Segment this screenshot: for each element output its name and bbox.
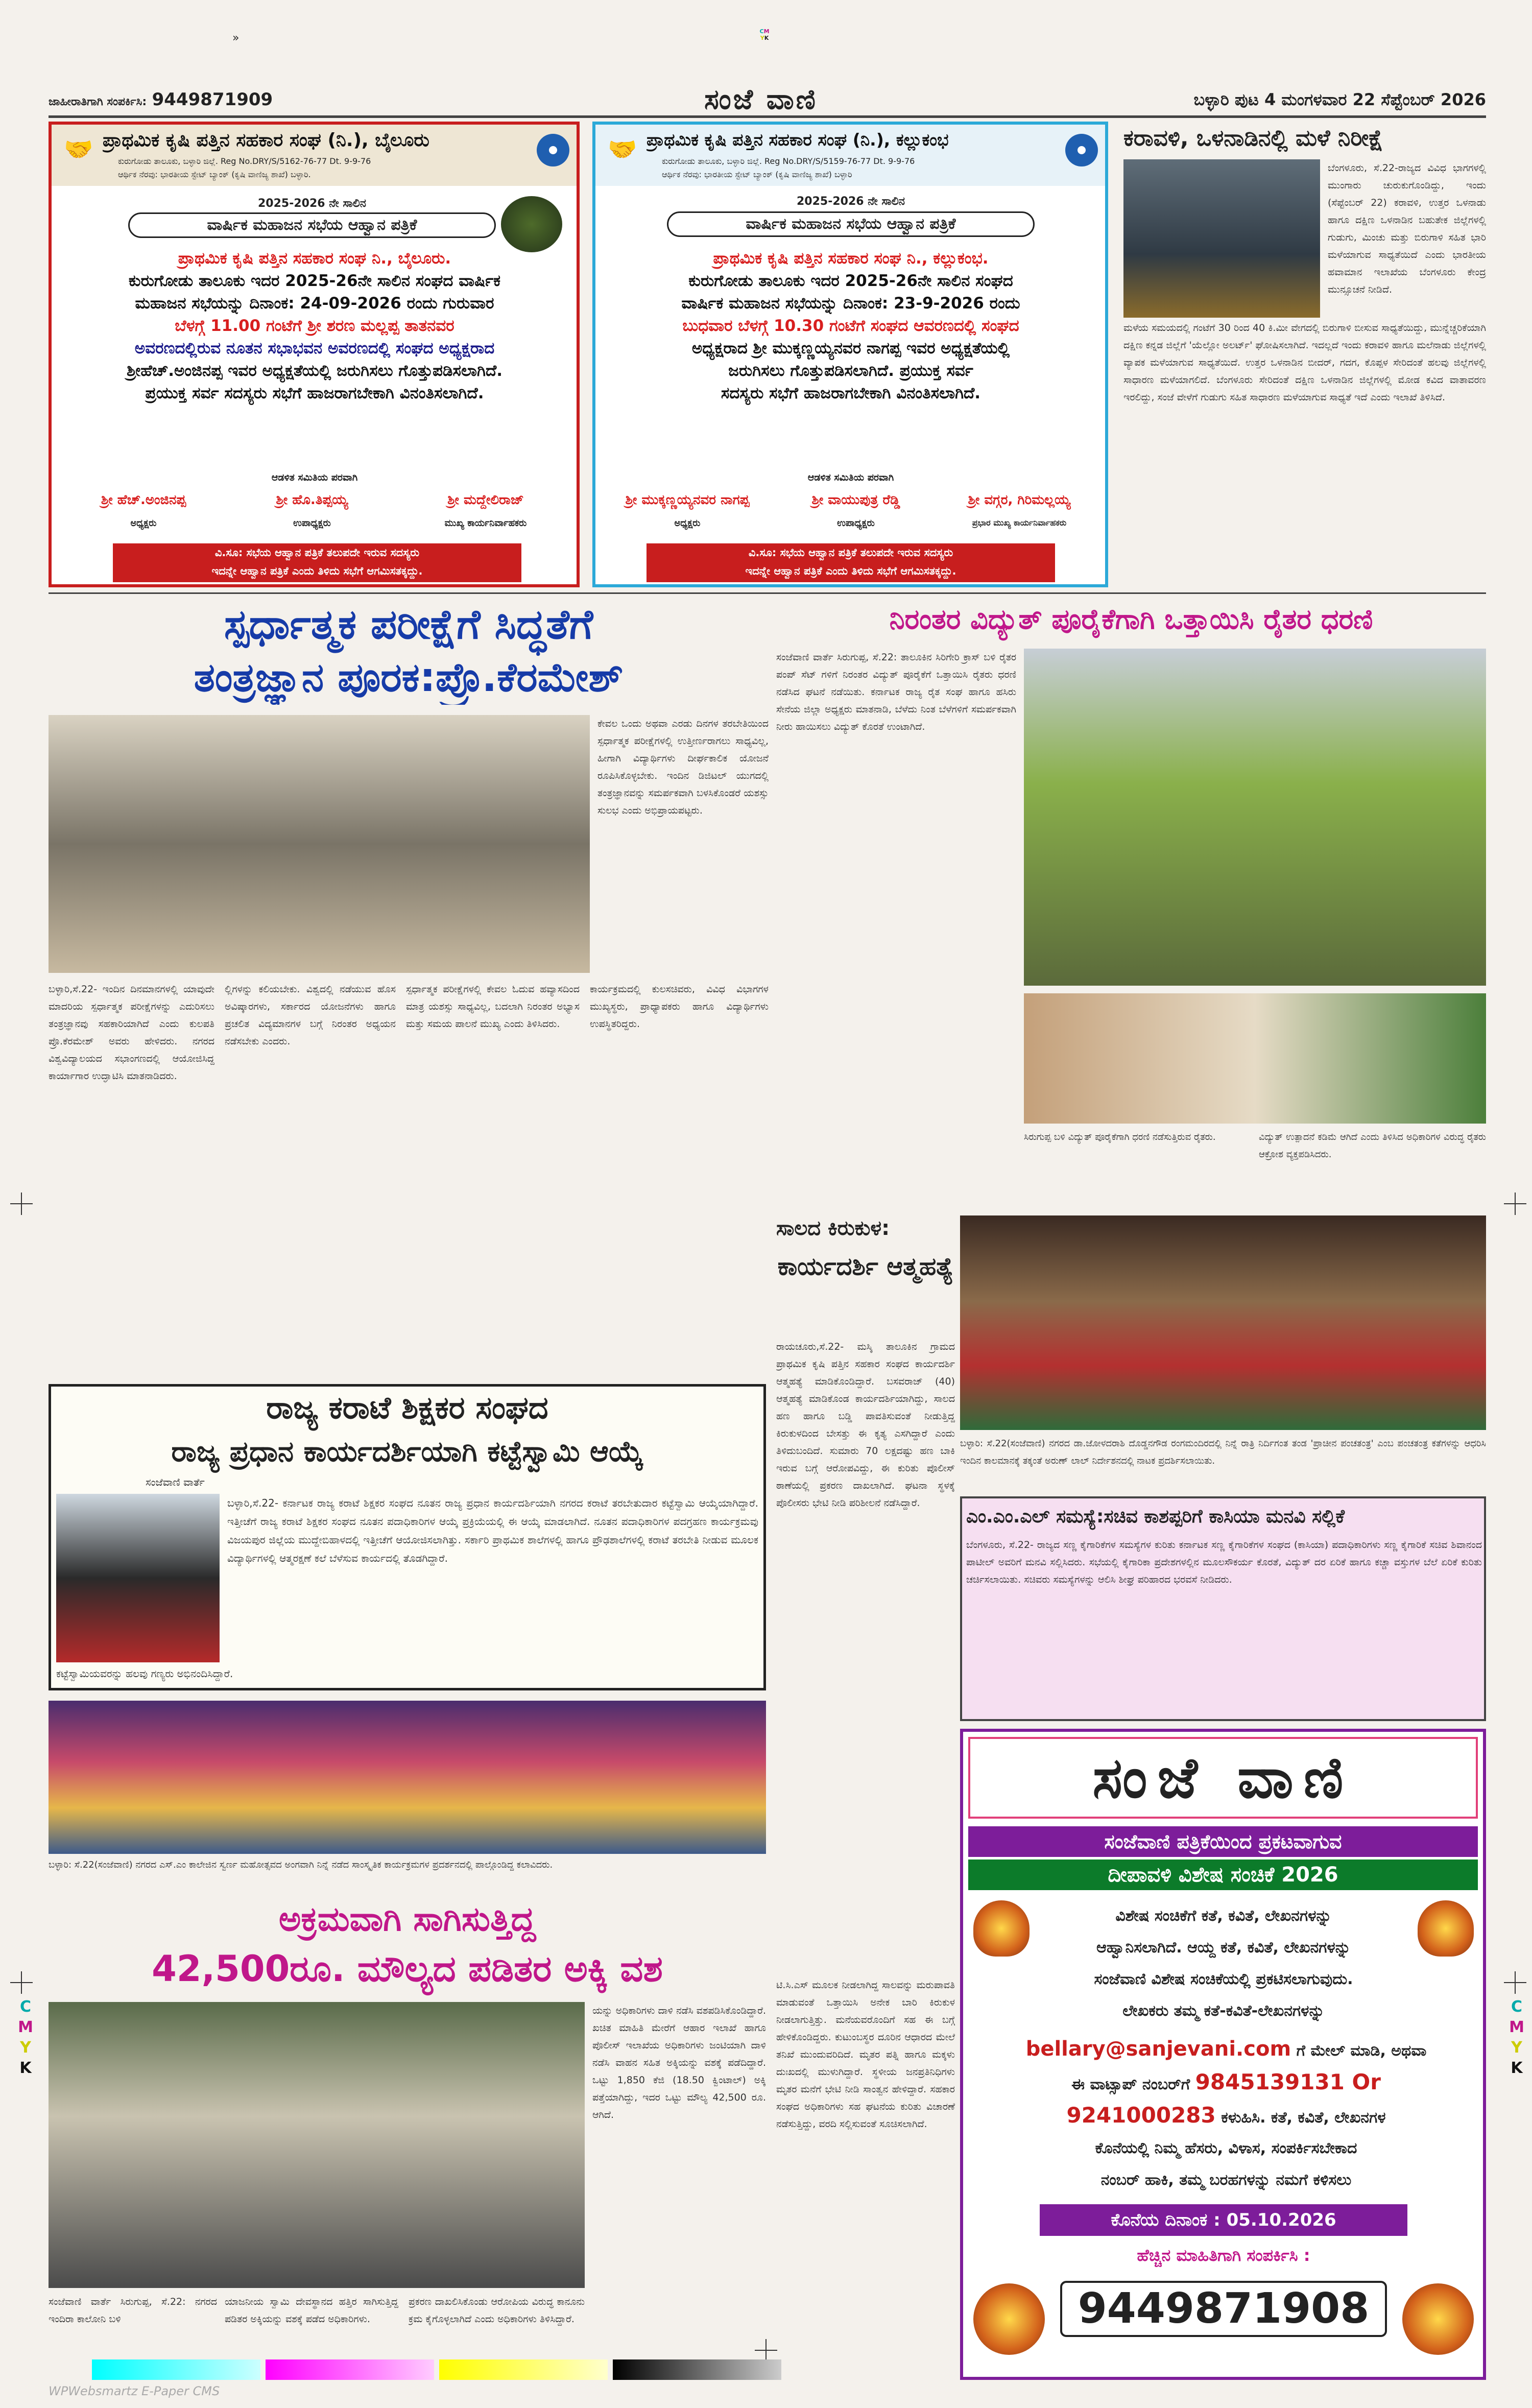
karate-headline: [51, 1387, 763, 1473]
debt-kicker: ಸಾಲದ ಕಿರುಕುಳ:: [776, 1217, 890, 1240]
bar-yellow: [439, 2359, 608, 2380]
registration-mark-right-lower: [1504, 1971, 1526, 1994]
notice-right-sign-1: ಶ್ರೀ ಮುಕ್ಕಣ್ಣಯ್ಯನವರ ನಾಗಪ್ಪ: [625, 492, 750, 508]
promo-text-4: ಲೇಖಕರು ತಮ್ಮ ಕತೆ-ಕವಿತೆ-ಲೇಖನಗಳನ್ನು: [1122, 2002, 1325, 2020]
karate-headline-1: ರಾಜ್ಯ ಕರಾಟೆ ಶಿಕ್ಷಕರ ಸಂಘದ: [266, 1390, 548, 1426]
karate-box: [49, 1384, 766, 1690]
debt-title: ಕಾರ್ಯದರ್ಶಿ ಆತ್ಮಹತ್ಯೆ: [777, 1252, 954, 1281]
notice-left-line-4: ಬೆಳಗ್ಗೆ 11.00 ಗಂಟೆಗೆ ಶ್ರೀ ಶರಣ ಮಲ್ಲಪ್ಪ ತಾತನವರ: [175, 317, 454, 335]
rice-headline-2: 42,500ರೂ. ಮೌಲ್ಯದ ಪಡಿತರ ಅಕ್ಕಿ ವಶ: [152, 1948, 663, 1990]
tech-side-text: ಕೇವಲ ಒಂದು ಅಥವಾ ಎರಡು ದಿನಗಳ ತರಬೇತಿಯಿಂದ ಸ್ಪರ್ಧಾತ್ಮಕ ಪರೀಕ್ಷೆಗಳಲ್ಲಿ ಉತ್ತೀರ್ಣರಾಗಲು ಸಾಧ್ಯವಿಲ್ಲ, ಹೀಗಾಗಿ ವಿದ್ಯಾರ್ಥಿಗಳು ದೀರ್ಘಕಾಲಿಕ ಯೋಜನೆ ರೂಪಿಸಿಕೊಳ್ಳಬೇಕು. ಇಂದಿನ ಡಿಜಿಟಲ್ ಯುಗದಲ್ಲಿ ತಂತ್ರಜ್ಞಾನವನ್ನು ಸಮರ್ಪಕವಾಗಿ ಬಳಸಿಕೊಂಡರೆ ಯಶಸ್ಸು ಸುಲಭ ಎಂದು ಅಭಿಪ್ರಾಯಪಟ್ಟರು.: [597, 718, 769, 816]
notice-right-line-7: ಸದಸ್ಯರು ಸಭೆಗೆ ಹಾಜರಾಗಬೇಕಾಗಿ ವಿನಂತಿಸಲಾಗಿದೆ.: [721, 384, 981, 402]
karate-body: ಬಳ್ಳಾರಿ,ಸೆ.22- ಕರ್ನಾಟಕ ರಾಜ್ಯ ಕರಾಟೆ ಶಿಕ್ಷಕರ ಸಂಘದ ನೂತನ ರಾಜ್ಯ ಪ್ರಧಾನ ಕಾರ್ಯದರ್ಶಿಯಾಗಿ ನಗರದ ಕರಾಟೆ ತರಬೇತುದಾರ ಕಟ್ಟೆಸ್ವಾಮಿ ಆಯ್ಕೆಯಾಗಿದ್ದಾರೆ. ಇತ್ತೀಚೆಗೆ ರಾಜ್ಯ ಕರಾಟೆ ಶಿಕ್ಷಕರ ಸಂಘದ ನೂತನ ಪದಾಧಿಕಾರಿಗಳ ಆಯ್ಕೆ ಪ್ರಕ್ರಿಯೆಯಲ್ಲಿ ಈ ಆಯ್ಕೆ ಮಾಡಲಾಗಿದೆ. ನೂತನ ಪದಾಧಿಕಾರಿಗಳ ಪದಗ್ರಹಣ ಕಾರ್ಯಕ್ರಮವು ವಿಜಯಪುರ ಜಿಲ್ಲೆಯ ಮುದ್ದೇಬಿಹಾಳದಲ್ಲಿ ಇತ್ತೀಚೆಗೆ ಆಯೋಜಿಸಲಾಗಿತ್ತು. ಸರ್ಕಾರಿ ಪ್ರಾಥಮಿಕ ಶಾಲೆಗಳಲ್ಲಿ ಹಾಗೂ ಪ್ರೌಢಶಾಲೆಗಳಲ್ಲಿ ಕರಾಟೆ ತರಬೇತಿ ನೀಡುವ ಮೂಲಕ ವಿದ್ಯಾರ್ಥಿಗಳಲ್ಲಿ ಆತ್ಮರಕ್ಷಣೆ ಕಲೆ ಬೆಳೆಸುವ ಕಾರ್ಯದಲ್ಲಿ ತೊಡಗಿದ್ದಾರೆ.: [227, 1497, 758, 1564]
promo-text-5: ಕಳುಹಿಸಿ. ಕತೆ, ಕವಿತೆ, ಲೇಖನಗಳ: [1221, 2109, 1386, 2127]
promo-text-2: ಆಹ್ವಾನಿಸಲಾಗಿದೆ. ಆಯ್ದ ಕತೆ, ಕವಿತೆ, ಲೇಖನಗಳನ್ನು: [1096, 1939, 1351, 1957]
farmers-caption-1: ಸಿರುಗುಪ್ಪ ಬಳಿ ವಿದ್ಯುತ್ ಪೂರೈಕೆಗಾಗಿ ಧರಣಿ ನಡೆಸುತ್ತಿರುವ ರೈತರು.: [1024, 1132, 1216, 1142]
notice-left-line-7: ಪ್ರಯುಕ್ತ ಸರ್ವ ಸದಸ್ಯರು ಸಭೆಗೆ ಹಾಜರಾಗಬೇಕಾಗಿ ವಿನಂತಿಸಲಾಗಿದೆ.: [145, 384, 484, 402]
farmers-caption-2: ವಿದ್ಯುತ್ ಉತ್ಪಾದನೆ ಕಡಿಮೆ ಆಗಿದೆ ಎಂದು ತಿಳಿಸಿದ ಅಧಿಕಾರಿಗಳ ವಿರುದ್ಧ ರೈತರು ಆಕ್ರೋಶ ವ್ಯಕ್ತಪಡಿಸಿದರು.: [1259, 1132, 1486, 1160]
cmyk-left-y: Y: [20, 2039, 31, 2057]
notice-right-line-6: ಜರುಗಿಸಲು ಗೊತ್ತುಪಡಿಸಲಾಗಿದೆ. ಪ್ರಯುಕ್ತ ಸರ್ವ: [728, 362, 973, 380]
cmyk-right-k: K: [1511, 2059, 1523, 2077]
promo-brand-bar: [968, 1737, 1478, 1819]
handshake-icon: 🤝: [608, 135, 637, 163]
cmyk-right-c: C: [1511, 1998, 1523, 2016]
dance-caption: ಬಳ್ಳಾರಿ: ಸೆ.22(ಸಂಜೆವಾಣಿ) ನಗರದ ಡಾ.ಜೋಳದರಾಶಿ ದೊಡ್ಡನಗೌಡ ರಂಗಮಂದಿರದಲ್ಲಿ ನಿನ್ನೆ ರಾತ್ರಿ ನಿರ್ದಿಗಂತ ತಂಡ 'ಪ್ರಾಚೀನ ಪಂಚತಂತ್ರ' ಎಂಬ ಪಂಚತಂತ್ರ ಕತೆಗಳನ್ನು ಆಧರಿಸಿ ಇಂದಿನ ಕಾಲಮಾನಕ್ಕೆ ತಕ್ಕಂತೆ ಅರುಣ್ ಲಾಲ್ ನಿರ್ದೇಶನದಲ್ಲಿ ನಾಟಕ ಪ್ರದರ್ಶಿಸಲಾಯಿತು.: [960, 1438, 1486, 1466]
ad-contact-label: ಜಾಹೀರಾತಿಗಾಗಿ ಸಂಪರ್ಕಿಸಿ:: [49, 96, 147, 108]
rice-headline: [49, 1895, 766, 1997]
notice-left-line-6: ಶ್ರೀಹೆಚ್.ಅಂಜಿನಪ್ಪ ಇವರ ಅಧ್ಯಕ್ಷತೆಯಲ್ಲಿ ಜರುಗಿಸಲು ಗೊತ್ತುಪಡಿಸಲಾಗಿದೆ.: [126, 362, 502, 380]
debt-headline: [776, 1210, 955, 1333]
notice-left-title: ವಾರ್ಷಿಕ ಮಹಾಜನ ಸಭೆಯ ಆಹ್ವಾನ ಪತ್ರಿಕೆ: [128, 212, 496, 238]
college-caption: ಬಳ್ಳಾರಿ: ಸೆ.22(ಸಂಜೆವಾಣಿ) ನಗರದ ಎಸ್.ಎಂ ಕಾಲೇಜಿನ ಸ್ವರ್ಣ ಮಹೋತ್ಸವದ ಅಂಗವಾಗಿ ನಿನ್ನೆ ನಡೆದ ಸಾಂಸ್ಕೃತಿಕ ಕಾರ್ಯಕ್ರಮಗಳ ಪ್ರದರ್ಶನದಲ್ಲಿ ಪಾಲ್ಗೊಂಡಿದ್ದ ಕಲಾವಿದರು.: [49, 1859, 553, 1870]
diya-right-icon: [1418, 1900, 1474, 1957]
registration-mark-bottom: [755, 2339, 777, 2362]
notice-left-footer-1: ವಿ.ಸೂ: ಸಭೆಯ ಆಹ್ವಾನ ಪತ್ರಿಕೆ ತಲುಪದೇ ಇರುವ ಸದಸ್ಯರು: [214, 546, 420, 559]
notice-right-sign-3: ಶ್ರೀ ವಗ್ಗರ, ಗಿರಿಮಲ್ಲಯ್ಯ: [968, 492, 1071, 508]
promo-whatsapp-line: [973, 2066, 1479, 2098]
dance-photo: [960, 1215, 1486, 1430]
promo-whatsapp-num: 9845139131 Or: [1195, 2069, 1381, 2094]
tech-headline: [49, 598, 769, 705]
farmers-photo-1: [1024, 649, 1486, 986]
notice-left-body: [67, 247, 562, 462]
notice-right-footer-2: ಇದನ್ನೇ ಆಹ್ವಾನ ಪತ್ರಿಕೆ ಎಂದು ತಿಳಿದು ಸಭೆಗೆ ಆಗಮಿಸತಕ್ಕದ್ದು.: [745, 565, 956, 577]
notice-right: [592, 122, 1108, 587]
color-bars: [92, 2359, 1450, 2380]
edition-line: ಬಳ್ಳಾರಿ ಪುಟ 4 ಮಂಗಳವಾರ 22 ಸೆಪ್ಟೆಂಬರ್ 2026: [1193, 90, 1486, 109]
tech-col-2: ಲ್ಲಿಗಳನ್ನು ಕಲಿಯಬೇಕು. ವಿಶ್ವದಲ್ಲಿ ನಡೆಯುವ ಹೊಸ ಅವಿಷ್ಕಾರಗಳು, ಸರ್ಕಾರದ ಯೋಜನೆಗಳು ಹಾಗೂ ಪ್ರಚಲಿತ ವಿದ್ಯಮಾನಗಳ ಬಗ್ಗೆ ನಿರಂತರ ಅಧ್ಯಯನ ನಡೆಸಬೇಕು ಎಂದರು.: [225, 984, 396, 1047]
notice-left-sign-3-role: ಮುಖ್ಯ ಕಾರ್ಯನಿರ್ವಾಹಕರು: [444, 518, 527, 529]
notice-left-reg: ಕುರುಗೋಡು ತಾಲೂಕು, ಬಳ್ಳಾರಿ ಜಿಲ್ಲೆ. Reg No.DRY/S/5162-76-77 Dt. 9-9-76: [118, 156, 371, 166]
promo-text-7: ನಂಬರ್ ಹಾಕಿ, ತಮ್ಮ ಬರಹಗಳನ್ನು ನಮಗೆ ಕಳಿಸಲು: [1100, 2171, 1352, 2189]
rain-body: ಮಳೆಯ ಸಮಯದಲ್ಲಿ ಗಂಟೆಗೆ 30 ರಿಂದ 40 ಕಿ.ಮೀ ವೇಗದಲ್ಲಿ ಬಿರುಗಾಳಿ ಬೀಸುವ ಸಾಧ್ಯತೆಯಿದ್ದು, ಮುನ್ನೆಚ್ಚರಿಕೆಯಾಗಿ ದಕ್ಷಿಣ ಕನ್ನಡ ಜಿಲ್ಲೆಗೆ 'ಯೆಲ್ಲೋ ಅಲರ್ಟ್' ಘೋಷಿಸಲಾಗಿದೆ. ಇದಲ್ಲದೆ ಇಂದು ಕರಾವಳಿ ಹಾಗೂ ಮಲೆನಾಡು ಜಿಲ್ಲೆಗಳಲ್ಲಿ ವ್ಯಾಪಕ ಮಳೆಯಾಗುವ ಸಾಧ್ಯತೆಯಿದೆ. ಉತ್ತರ ಒಳನಾಡಿನ ಬೀದರ್, ಗದಗ, ಕೊಪ್ಪಳ ಸೇರಿದಂತೆ ಹಲವು ಜಿಲ್ಲೆಗಳಲ್ಲಿ ಸಾಧಾರಣ ಮಳೆಯಾಗಲಿದೆ. ಬೆಂಗಳೂರು ಸೇರಿದಂತೆ ದಕ್ಷಿಣ ಒಳನಾಡಿನ ಜಿಲ್ಲೆಗಳಲ್ಲಿ ಮೋಡ ಕವಿದ ವಾತಾವರಣ ಇರಲಿದ್ದು, ಸಂಜೆ ವೇಳೆಗೆ ಗುಡುಗು ಸಹಿತ ಸಾಧಾರಣ ಮಳೆಯಾಗುವ ಸಾಧ್ಯತೆ ಇದೆ ಎಂದು ಇಲಾಖೆ ತಿಳಿಸಿದೆ.: [1123, 322, 1486, 403]
notice-right-footer-1: ವಿ.ಸೂ: ಸಭೆಯ ಆಹ್ವಾನ ಪತ್ರಿಕೆ ತಲುಪದೇ ಇರುವ ಸದಸ್ಯರು: [748, 546, 953, 559]
promo-whatsapp-line-2: [973, 2100, 1479, 2131]
registration-mark-left-lower: [10, 1971, 33, 1994]
cmyk-left-k: K: [19, 2059, 32, 2077]
ad-contact-phone: 9449871909: [152, 89, 273, 110]
diya-bottom-left-icon: [973, 2283, 1045, 2355]
debt-body: ರಾಯಚೂರು,ಸೆ.22- ಮಸ್ಕಿ ತಾಲೂಕಿನ ಗ್ರಾಮದ ಪ್ರಾಥಮಿಕ ಕೃಷಿ ಪತ್ತಿನ ಸಹಕಾರ ಸಂಘದ ಕಾರ್ಯದರ್ಶಿ ಆತ್ಮಹತ್ಯೆ ಮಾಡಿಕೊಂಡಿದ್ದಾರೆ. ಬಸವರಾಜ್ (40) ಆತ್ಮಹತ್ಯೆ ಮಾಡಿಕೊಂಡ ಕಾರ್ಯದರ್ಶಿಯಾಗಿದ್ದು, ಸಾಲದ ಹಣ ಹಾಗೂ ಬಡ್ಡಿ ಪಾವತಿಸುವಂತೆ ನೀಡುತ್ತಿದ್ದ ಕಿರುಕುಳದಿಂದ ಬೇಸತ್ತು ಈ ಕೃತ್ಯ ಎಸಗಿದ್ದಾರೆ ಎಂದು ತಿಳಿದುಬಂದಿದೆ. ಸುಮಾರು 70 ಲಕ್ಷದಷ್ಟು ಹಣ ಬಾಕಿ ಇರುವ ಬಗ್ಗೆ ಆರೋಪವಿದ್ದು, ಈ ಕುರಿತು ಪೊಲೀಸ್ ಠಾಣೆಯಲ್ಲಿ ಪ್ರಕರಣ ದಾಖಲಾಗಿದೆ. ಘಟನಾ ಸ್ಥಳಕ್ಕೆ ಪೊಲೀಸರು ಭೇಟಿ ನೀಡಿ ಪರಿಶೀಲನೆ ನಡೆಸಿದ್ದಾರೆ.: [776, 1341, 955, 1509]
cmyk-left-m: M: [18, 2018, 33, 2036]
cmyk-right: [1506, 1997, 1527, 2084]
farmers-photo-2: [1024, 993, 1486, 1124]
promo-contact-label: ಹೆಚ್ಚಿನ ಮಾಹಿತಿಗಾಗಿ ಸಂಪರ್ಕಿಸಿ :: [1137, 2246, 1310, 2265]
notice-right-title: ವಾರ್ಷಿಕ ಮಹಾಜನ ಸಭೆಯ ಆಹ್ವಾನ ಪತ್ರಿಕೆ: [667, 211, 1035, 237]
notice-right-sign-2: ಶ್ರೀ ವಾಯುಪುತ್ರ ರೆಡ್ಡಿ: [811, 492, 900, 508]
rice-headline-1: ಅಕ್ರಮವಾಗಿ ಸಾಗಿಸುತ್ತಿದ್ದ: [278, 1899, 536, 1939]
rain-dateline: ಬೆಂಗಳೂರು, ಸೆ.22-ರಾಜ್ಯದ ವಿವಿಧ ಭಾಗಗಳಲ್ಲಿ ಮುಂಗಾರು ಚುರುಕುಗೊಂಡಿದ್ದು, ಇಂದು (ಸೆಪ್ಟೆಂಬರ್ 22) ಕರಾವಳಿ, ಉತ್ತರ ಒಳನಾಡು ಹಾಗೂ ದಕ್ಷಿಣ ಒಳನಾಡಿನ ಬಹುತೇಕ ಜಿಲ್ಲೆಗಳಲ್ಲಿ ಗುಡುಗು, ಮಿಂಚು ಮತ್ತು ಬಿರುಗಾಳಿ ಸಹಿತ ಭಾರಿ ಮಳೆಯಾಗುವ ಸಾಧ್ಯತೆಯಿದೆ ಎಂದು ಭಾರತೀಯ ಹವಾಮಾನ ಇಲಾಖೆಯ ಬೆಂಗಳೂರು ಕೇಂದ್ರ ಮುನ್ಸೂಚನೆ ನೀಡಿದೆ.: [1328, 162, 1486, 295]
cmyk-right-y: Y: [1511, 2039, 1522, 2057]
notice-right-body: [611, 247, 1091, 462]
promo-line-2: ದೀಪಾವಳಿ ವಿಶೇಷ ಸಂಚಿಕೆ 2026: [968, 1859, 1478, 1890]
registration-mark-left: [10, 1193, 33, 1215]
notice-left-org: ಪ್ರಾಥಮಿಕ ಕೃಷಿ ಪತ್ತಿನ ಸಹಕಾರ ಸಂಘ (ನಿ.), ಬೈಲೂರು: [103, 130, 429, 151]
notice-right-sign-2-role: ಉಪಾಧ್ಯಕ್ಷರು: [837, 518, 875, 529]
notice-right-line-1: ಪ್ರಾಥಮಿಕ ಕೃಷಿ ಪತ್ತಿನ ಸಹಕಾರ ಸಂಘ ನಿ., ಕಲ್ಲುಕಂಭ.: [713, 249, 989, 268]
bar-black: [613, 2359, 781, 2380]
watermark: WPWebsmartz E-Paper CMS: [49, 2384, 220, 2398]
tech-col-1: ಬಳ್ಳಾರಿ,ಸೆ.22- ಇಂದಿನ ದಿನಮಾನಗಳಲ್ಲಿ ಯಾವುದೇ ಮಾದರಿಯ ಸ್ಪರ್ಧಾತ್ಮಕ ಪರೀಕ್ಷೆಗಳನ್ನು ಎದುರಿಸಲು ತಂತ್ರಜ್ಞಾನವು ಸಹಕಾರಿಯಾಗಿದೆ ಎಂದು ಕುಲಪತಿ ಪ್ರೊ.ಕೆರಮೇಶ್ ಅವರು ಹೇಳಿದರು. ನಗರದ ವಿಶ್ವವಿದ್ಯಾಲಯದ ಸಭಾಂಗಣದಲ್ಲಿ ಆಯೋಜಿಸಿದ್ದ ಕಾರ್ಯಾಗಾರ ಉದ್ಘಾಟಿಸಿ ಮಾತನಾಡಿದರು.: [49, 984, 214, 1082]
promo-line-1: ಸಂಜೆವಾಣಿ ಪತ್ರಿಕೆಯಿಂದ ಪ್ರಕಟವಾಗುವ: [968, 1826, 1478, 1857]
promo-contact-num: 9449871908: [1060, 2281, 1387, 2337]
promo-text-1: ವಿಶೇಷ ಸಂಚಿಕೆಗೆ ಕತೆ, ಕವಿತೆ, ಲೇಖನಗಳನ್ನು: [1115, 1907, 1332, 1925]
promo-box: [960, 1729, 1486, 2380]
registration-mark-right: [1504, 1193, 1526, 1215]
farmers-headline: ನಿರಂತರ ವಿದ್ಯುತ್ ಪೂರೈಕೆಗಾಗಿ ಒತ್ತಾಯಿಸಿ ರೈತರ ಧರಣಿ: [889, 603, 1373, 635]
promo-whatsapp-num2: 9241000283: [1066, 2103, 1216, 2128]
notice-right-line-2: ಕುರುಗೋಡು ತಾಲೂಕು ಇದರ 2025-26ನೇ ಸಾಲಿನ ಸಂಘದ: [688, 272, 1013, 290]
bank-logo-icon: [537, 134, 569, 166]
rice-byline: ಸಂಜೆವಾಣಿ ವಾರ್ತೆ ಸಿರುಗುಪ್ಪ, ಸೆ.22: ನಗರದ ಇಂದಿರಾ ಕಾಲೋನಿ ಬಳಿ: [49, 2296, 217, 2325]
notice-right-sign-1-role: ಅಧ್ಯಕ್ಷರು: [674, 518, 701, 529]
bank-logo-icon: [1065, 134, 1098, 166]
notice-right-finance: ಆರ್ಥಿಕ ನೆರವು: ಭಾರತೀಯ ಸ್ಟೇಟ್ ಬ್ಯಾಂಕ್ (ಕೃಷಿ ವಾಣಿಜ್ಯ ಶಾಖೆ) ಬಳ್ಳಾರಿ: [662, 170, 852, 179]
bar-cyan: [92, 2359, 260, 2380]
tech-col-3: ಸ್ಪರ್ಧಾತ್ಮಕ ಪರೀಕ್ಷೆಗಳಲ್ಲಿ ಕೇವಲ ಓದುವ ಹವ್ಯಾಸದಿಂದ ಮಾತ್ರ ಯಶಸ್ಸು ಸಾಧ್ಯವಿಲ್ಲ, ಬದಲಾಗಿ ನಿರಂತರ ಅಭ್ಯಾಸ ಮತ್ತು ಸಮಯ ಪಾಲನೆ ಮುಖ್ಯ ಎಂದು ತಿಳಿಸಿದರು.: [406, 984, 580, 1030]
rain-headline: ಕರಾವಳಿ, ಒಳನಾಡಿನಲ್ಲಿ ಮಳೆ ನಿರೀಕ್ಷೆ: [1123, 125, 1383, 151]
notice-left-sign-1: ಶ್ರೀ ಹೆಚ್.ಅಂಜಿನಪ್ಪ: [101, 492, 186, 508]
rice-photo: [49, 2002, 585, 2288]
notice-left-sign-1-role: ಅಧ್ಯಕ್ಷರು: [130, 518, 157, 529]
notice-right-sign-3-role: ಪ್ರಭಾರ ಮುಖ್ಯ ಕಾರ್ಯನಿರ್ವಾಹಕರು: [972, 518, 1067, 528]
tech-col-4: ಕಾರ್ಯಕ್ರಮದಲ್ಲಿ ಕುಲಸಚಿವರು, ವಿವಿಧ ವಿಭಾಗಗಳ ಮುಖ್ಯಸ್ಥರು, ಪ್ರಾಧ್ಯಾಪಕರು ಹಾಗೂ ವಿದ್ಯಾರ್ಥಿಗಳು ಉಪಸ್ಥಿತರಿದ್ದರು.: [590, 984, 769, 1030]
bar-magenta: [266, 2359, 434, 2380]
notice-left-footer-2: ಇದನ್ನೇ ಆಹ್ವಾನ ಪತ್ರಿಕೆ ಎಂದು ತಿಳಿದು ಸಭೆಗೆ ಆಗಮಿಸತಕ್ಕದ್ದು.: [211, 565, 423, 577]
karate-byline: ಸಂಜೆವಾಣಿ ವಾರ್ತೆ: [146, 1476, 205, 1488]
notice-right-line-3: ವಾರ್ಷಿಕ ಮಹಾಜನ ಸಭೆಯನ್ನು ದಿನಾಂಕ: 23-9-2026 ರಂದು: [681, 294, 1020, 313]
karate-photo: [56, 1494, 220, 1662]
tech-photo: [49, 715, 590, 973]
notice-left-year: 2025-2026 ನೇ ಸಾಲಿನ: [257, 197, 367, 210]
notice-right-header: [595, 125, 1105, 186]
college-photo: [49, 1701, 766, 1854]
notice-left-sign-3: ಶ್ರೀ ಮದ್ದೇಲಿರಾಜ್: [447, 492, 524, 508]
notice-right-org: ಪ್ರಾಥಮಿಕ ಕೃಷಿ ಪತ್ತಿನ ಸಹಕಾರ ಸಂಘ (ನಿ.), ಕಲ್ಲುಕಂಭ: [647, 130, 949, 150]
kassia-box: [960, 1496, 1486, 1721]
farmers-body: ಸಂಜೆವಾಣಿ ವಾರ್ತೆ ಸಿರುಗುಪ್ಪ, ಸೆ.22: ತಾಲೂಕಿನ ಸಿರಿಗೇರಿ ಕ್ರಾಸ್ ಬಳಿ ರೈತರ ಪಂಪ್ ಸೆಟ್ ಗಳಿಗೆ ನಿರಂತರ ವಿದ್ಯುತ್ ಪೂರೈಕೆಗೆ ಒತ್ತಾಯಿಸಿ ರೈತರು ಧರಣಿ ನಡೆಸಿದ ಘಟನೆ ನಡೆಯಿತು. ಕರ್ನಾಟಕ ರಾಜ್ಯ ರೈತ ಸಂಘ ಹಾಗೂ ಹಸಿರು ಸೇನೆಯ ಜಿಲ್ಲಾ ಅಧ್ಯಕ್ಷರು ಮಾತನಾಡಿ, ಬೆಳೆದು ನಿಂತ ಬೆಳೆಗಳಿಗೆ ಸಮರ್ಪಕವಾಗಿ ನೀರು ಹಾಯಿಸಲು ವಿದ್ಯುತ್ ಕೊರತೆ ಉಂಟಾಗಿದೆ.: [776, 652, 1016, 732]
promo-text-more: [973, 2133, 1479, 2199]
ad-contact: [49, 87, 457, 112]
rice-photo-caption: ಯಾಜನೀಯ ಸ್ವಾಮಿ ದೇವಸ್ಥಾನದ ಹತ್ತಿರ ಸಾಗಿಸುತ್ತಿದ್ದ ಪಡಿತರ ಅಕ್ಕಿಯನ್ನು ವಶಕ್ಕೆ ಪಡೆದ ಅಧಿಕಾರಿಗಳು.: [225, 2296, 398, 2325]
masthead: ಸಂಜೆ ವಾಣಿ: [704, 83, 818, 115]
notice-right-line-5: ಅಧ್ಯಕ್ಷರಾದ ಶ್ರೀ ಮುಕ್ಕಣ್ಣಯ್ಯನವರ ನಾಗಪ್ಪ ಇವರ ಅಧ್ಯಕ್ಷತೆಯಲ್ಲಿ: [691, 339, 1010, 357]
divider-1: [49, 592, 1486, 594]
diya-bottom-right-icon: [1402, 2283, 1474, 2355]
notice-right-line-4: ಬುಧವಾರ ಬೆಳಗ್ಗೆ 10.30 ಗಂಟೆಗೆ ಸಂಘದ ಆವರಣದಲ್ಲಿ ಸಂಘದ: [682, 317, 1019, 335]
cmyk-right-m: M: [1509, 2018, 1524, 2036]
rain-photo: [1123, 159, 1320, 318]
promo-deadline: ಕೊನೆಯ ದಿನಾಂಕ : 05.10.2026: [1040, 2204, 1407, 2236]
mid-col-body: ಟಿ.ಸಿ.ಎಸ್ ಮೂಲಕ ನೀಡಲಾಗಿದ್ದ ಸಾಲವನ್ನು ಮರುಪಾವತಿ ಮಾಡುವಂತೆ ಒತ್ತಾಯಿಸಿ ಅನೇಕ ಬಾರಿ ಕಿರುಕುಳ ನೀಡಲಾಗುತ್ತಿತ್ತು. ಮನೆಯವರೊಂದಿಗೆ ಸಹ ಈ ಬಗ್ಗೆ ಹೇಳಿಕೊಂಡಿದ್ದರು. ಕುಟುಂಬಸ್ಥರ ದೂರಿನ ಆಧಾರದ ಮೇಲೆ ತನಿಖೆ ಮುಂದುವರಿದಿದೆ. ಮೃತರ ಪತ್ನಿ ಹಾಗೂ ಮಕ್ಕಳು ದುಃಖದಲ್ಲಿ ಮುಳುಗಿದ್ದಾರೆ. ಸ್ಥಳೀಯ ಜನಪ್ರತಿನಿಧಿಗಳು ಮೃತರ ಮನೆಗೆ ಭೇಟಿ ನೀಡಿ ಸಾಂತ್ವನ ಹೇಳಿದ್ದಾರೆ. ಸಹಕಾರ ಸಂಘದ ಅಧಿಕಾರಿಗಳು ಸಹ ಘಟನೆಯ ಕುರಿತು ವಿಚಾರಣೆ ನಡೆಸುತ್ತಿದ್ದು, ವರದಿ ಸಲ್ಲಿಸುವಂತೆ ಸೂಚಿಸಲಾಗಿದೆ.: [776, 1980, 955, 2130]
handshake-icon: 🤝: [64, 135, 93, 163]
top-arrow: »: [232, 32, 240, 44]
notice-left-sign-2-role: ಉಪಾಧ್ಯಕ್ಷರು: [293, 518, 331, 529]
notice-left-line-2: ಕುರುಗೋಡು ತಾಲೂಕು ಇದರ 2025-26ನೇ ಸಾಲಿನ ಸಂಘದ ವಾರ್ಷಿಕ: [128, 272, 501, 290]
promo-text-6: ಕೊನೆಯಲ್ಲಿ ನಿಮ್ಮ ಹೆಸರು, ವಿಳಾಸ, ಸಂಪರ್ಕಿಸಬೇಕಾದ: [1095, 2139, 1357, 2157]
notice-left-finance: ಆರ್ಥಿಕ ನೆರವು: ಭಾರತೀಯ ಸ್ಟೇಟ್ ಬ್ಯಾಂಕ್ (ಕೃಷಿ ವಾಣಿಜ್ಯ ಶಾಖೆ) ಬಳ್ಳಾರಿ.: [118, 170, 311, 179]
cmyk-badge-top: CM YK: [759, 28, 770, 41]
rice-col-2: ಪ್ರಕರಣ ದಾಖಲಿಸಿಕೊಂಡು ಆರೋಪಿಯ ವಿರುದ್ಧ ಕಾನೂನು ಕ್ರಮ ಕೈಗೊಳ್ಳಲಾಗಿದೆ ಎಂದು ಅಧಿಕಾರಿಗಳು ತಿಳಿಸಿದ್ದಾರೆ.: [409, 2296, 585, 2325]
promo-email[interactable]: bellary@sanjevani.com: [1025, 2037, 1291, 2061]
notice-right-sign-header: ಆಡಳಿತ ಸಮಿತಿಯ ಪರವಾಗಿ: [807, 472, 894, 483]
notice-left-header: [52, 125, 577, 186]
cmyk-left: [15, 1997, 36, 2084]
karate-headline-2: ರಾಜ್ಯ ಪ್ರಧಾನ ಕಾರ್ಯದರ್ಶಿಯಾಗಿ ಕಟ್ಟೆಸ್ವಾಮಿ ಆಯ್ಕೆ: [171, 1435, 643, 1468]
tech-headline-1: ಸ್ಪರ್ಧಾತ್ಮಕ ಪರೀಕ್ಷೆಗೆ ಸಿದ್ಧತೆಗೆ: [224, 601, 593, 648]
cmyk-left-c: C: [19, 1998, 32, 2016]
notice-left-footer: [113, 543, 521, 582]
header-rule: [49, 115, 1486, 118]
promo-brand: ಸಂಜೆ ವಾಣಿ: [1092, 1745, 1354, 1810]
kassia-headline: ಎಂ.ಎಂ.ಎಲ್ ಸಮಸ್ಯೆ:ಸಚಿವ ಕಾಶಪ್ಪರಿಗೆ ಕಾಸಿಯಾ ಮನವಿ ಸಲ್ಲಿಕೆ: [966, 1506, 1345, 1527]
rice-col-1: ಯನ್ನು ಅಧಿಕಾರಿಗಳು ದಾಳಿ ನಡೆಸಿ ವಶಪಡಿಸಿಕೊಂಡಿದ್ದಾರೆ. ಖಚಿತ ಮಾಹಿತಿ ಮೇರೆಗೆ ಆಹಾರ ಇಲಾಖೆ ಹಾಗೂ ಪೊಲೀಸ್ ಇಲಾಖೆಯ ಅಧಿಕಾರಿಗಳು ಜಂಟಿಯಾಗಿ ದಾಳಿ ನಡೆಸಿ ವಾಹನ ಸಹಿತ ಅಕ್ಕಿಯನ್ನು ವಶಕ್ಕೆ ಪಡೆದಿದ್ದಾರೆ. ಒಟ್ಟು 1,850 ಕೆಜಿ (18.50 ಕ್ವಿಂಟಾಲ್) ಅಕ್ಕಿ ಪತ್ತೆಯಾಗಿದ್ದು, ಇದರ ಒಟ್ಟು ಮೌಲ್ಯ 42,500 ರೂ. ಆಗಿದೆ.: [592, 2005, 766, 2120]
notice-left-line-3: ಮಹಾಜನ ಸಭೆಯನ್ನು ದಿನಾಂಕ: 24-09-2026 ರಂದು ಗುರುವಾರ: [135, 294, 494, 313]
notice-left: [49, 122, 580, 587]
emblem-icon: [501, 196, 562, 252]
notice-right-reg: ಕುರುಗೋಡು ತಾಲೂಕು, ಬಳ್ಳಾರಿ ಜಿಲ್ಲೆ. Reg No.DRY/S/5159-76-77 Dt. 9-9-76: [662, 156, 915, 166]
tech-headline-2: ತಂತ್ರಜ್ಞಾನ ಪೂರಕ:ಪ್ರೊ.ಕೆರಮೇಶ್: [194, 655, 624, 701]
promo-email-line: [973, 2033, 1479, 2065]
kassia-body: ಬೆಂಗಳೂರು, ಸೆ.22- ರಾಜ್ಯದ ಸಣ್ಣ ಕೈಗಾರಿಕೆಗಳ ಸಮಸ್ಯೆಗಳ ಕುರಿತು ಕರ್ನಾಟಕ ಸಣ್ಣ ಕೈಗಾರಿಕೆಗಳ ಸಂಘದ (ಕಾಸಿಯಾ) ಪದಾಧಿಕಾರಿಗಳು ಸಣ್ಣ ಕೈಗಾರಿಕೆ ಸಚಿವ ಶಿವಾನಂದ ಪಾಟೀಲ್ ಅವರಿಗೆ ಮನವಿ ಸಲ್ಲಿಸಿದರು. ಸಭೆಯಲ್ಲಿ ಕೈಗಾರಿಕಾ ಪ್ರದೇಶಗಳಲ್ಲಿನ ಮೂಲಸೌಕರ್ಯ ಕೊರತೆ, ವಿದ್ಯುತ್ ದರ ಏರಿಕೆ ಹಾಗೂ ಕಚ್ಚಾ ವಸ್ತುಗಳ ಬೆಲೆ ಏರಿಕೆ ಕುರಿತು ಚರ್ಚಿಸಲಾಯಿತು. ಸಚಿವರು ಸಮಸ್ಯೆಗಳನ್ನು ಆಲಿಸಿ ಶೀಘ್ರ ಪರಿಹಾರದ ಭರವಸೆ ನೀಡಿದರು.: [966, 1539, 1482, 1585]
diya-left-icon: [973, 1900, 1030, 1957]
notice-left-line-1: ಪ್ರಾಥಮಿಕ ಕೃಷಿ ಪತ್ತಿನ ಸಹಕಾರ ಸಂಘ ನಿ., ಬೈಲೂರು.: [178, 249, 451, 268]
promo-email-suffix: ಗೆ ಮೇಲ್ ಮಾಡಿ, ಅಥವಾ: [1296, 2042, 1427, 2060]
notice-left-sign-header: ಆಡಳಿತ ಸಮಿತಿಯ ಪರವಾಗಿ: [271, 472, 358, 483]
notice-right-year: 2025-2026 ನೇ ಸಾಲಿನ: [796, 195, 905, 208]
notice-left-line-5: ಅವರಣದಲ್ಲಿರುವ ನೂತನ ಸಭಾಭವನ ಅವರಣದಲ್ಲಿ ಸಂಘದ ಅಧ್ಯಕ್ಷರಾದ: [134, 339, 495, 357]
notice-right-footer: [647, 543, 1055, 582]
promo-whatsapp-label: ಈ ವಾಟ್ಸಾಪ್ ನಂಬರ್‌ಗೆ: [1071, 2076, 1190, 2093]
notice-left-sign-2: ಶ್ರೀ ಹೊ.ತಿಪ್ಪಯ್ಯ: [276, 492, 348, 508]
promo-text-3: ಸಂಜೆವಾಣಿ ವಿಶೇಷ ಸಂಚಿಕೆಯಲ್ಲಿ ಪ್ರಕಟಿಸಲಾಗುವುದು.: [1094, 1970, 1353, 1988]
karate-closing: ಕಟ್ಟೆಸ್ವಾಮಿಯವರನ್ನು ಹಲವು ಗಣ್ಯರು ಅಭಿನಂದಿಸಿದ್ದಾರೆ.: [56, 1667, 233, 1680]
